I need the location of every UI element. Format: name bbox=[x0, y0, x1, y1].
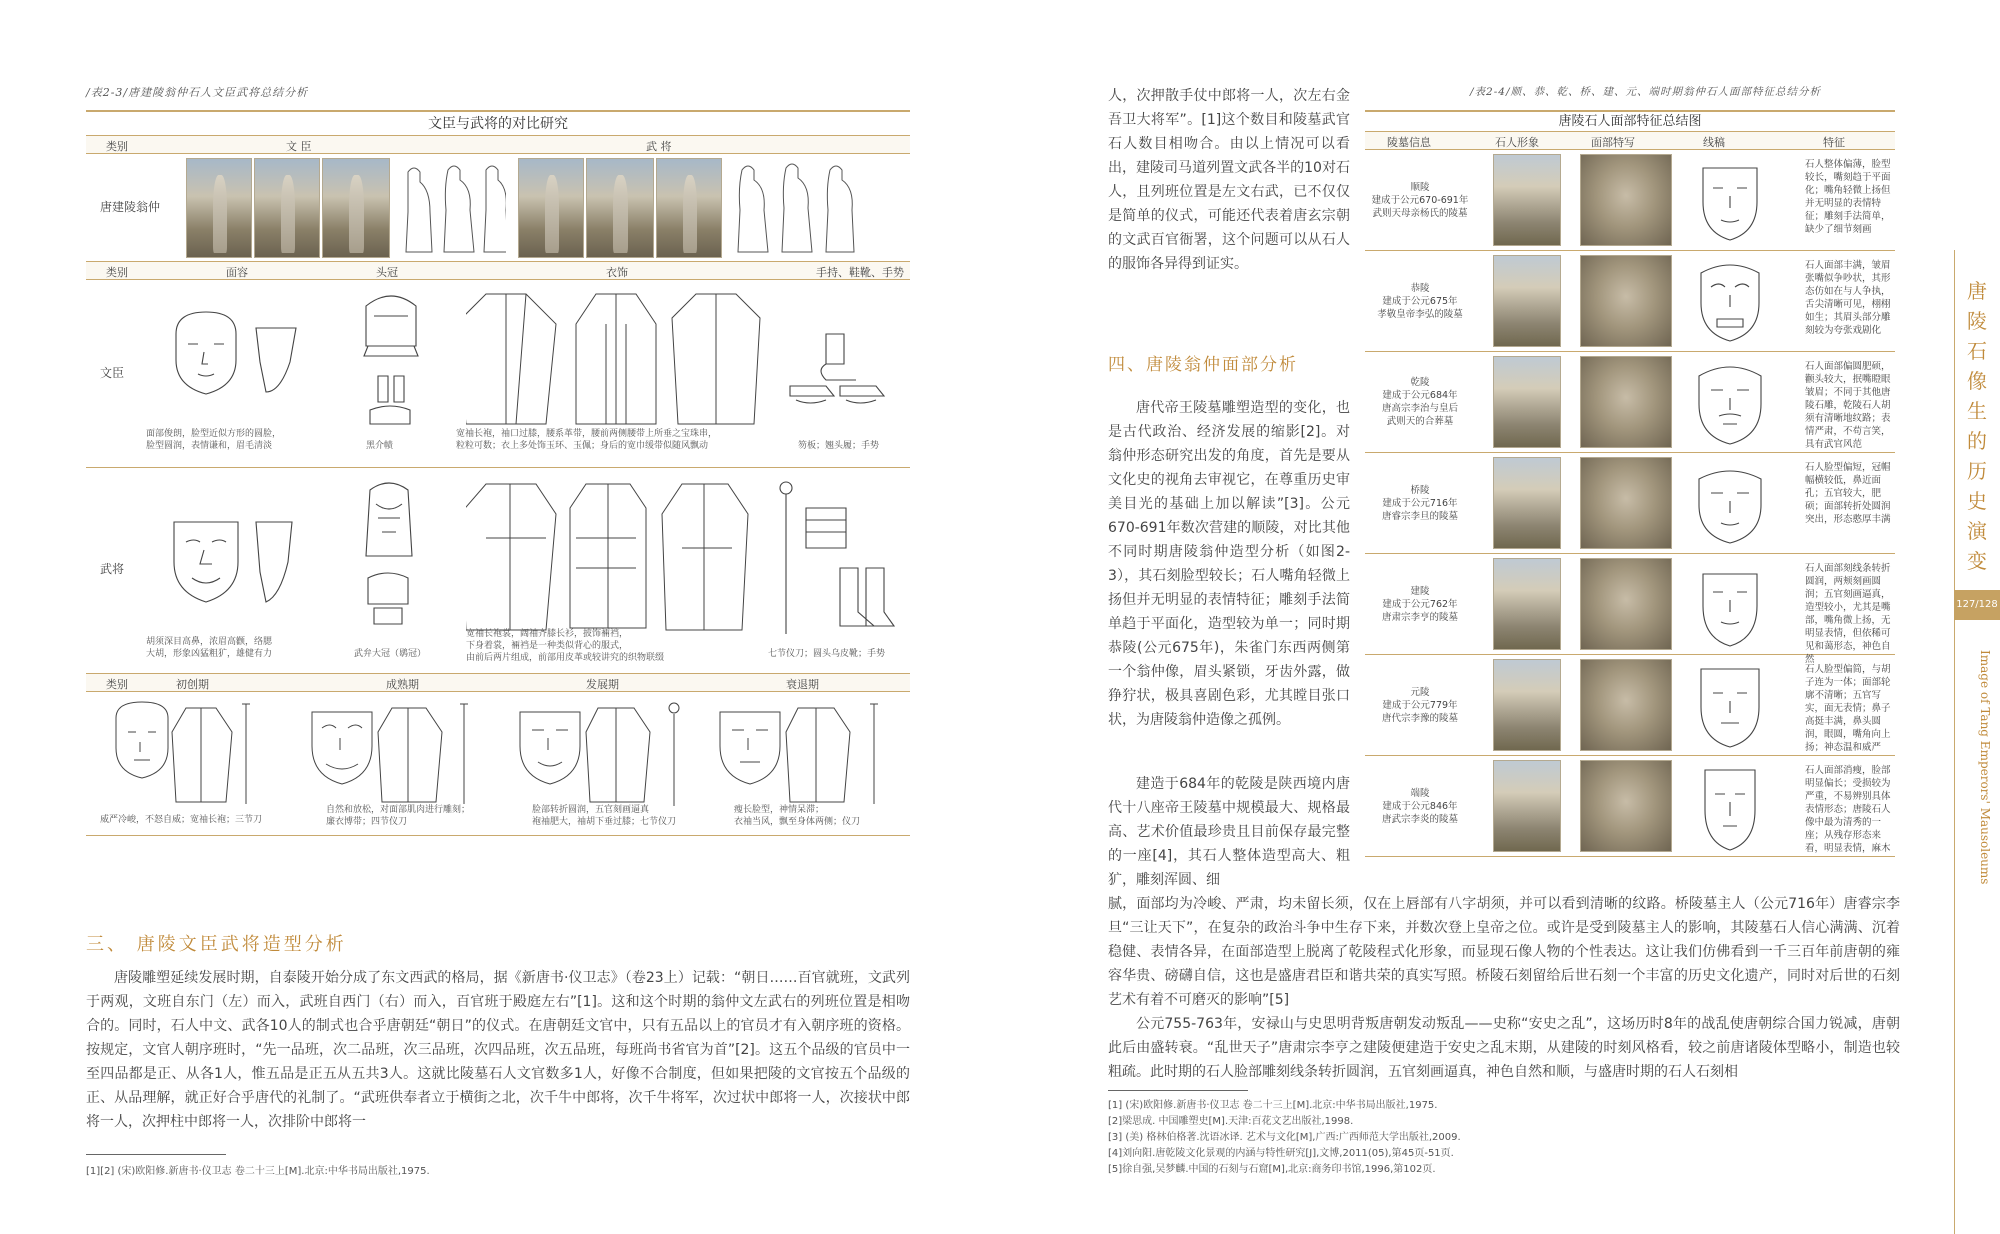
military-hold-sketch bbox=[776, 478, 896, 638]
feature-description: 石人面部丰满，皱眉张嘴似争吵状，其形态仿如在与人争执，舌尖清晰可见，栩栩如生；其眉头部分雕刻较为夸张戏剧化 bbox=[1805, 260, 1891, 336]
face-line-drawing bbox=[1685, 154, 1775, 246]
period-2-sketch bbox=[296, 698, 496, 808]
header-features: 特征 bbox=[1823, 136, 1845, 149]
row-label-jianling: 唐建陵翁仲 bbox=[100, 200, 161, 214]
table-row bbox=[1365, 352, 1895, 453]
civil-hold-sketch bbox=[786, 330, 896, 420]
header-period-4: 衰退期 bbox=[786, 678, 819, 691]
military-clothing-caption: 宽袖长袍裳，阔袖齐膝长衫，披饰裲裆， 下身着裳，裲裆是一种类似背心的服式， 由前后两片组成，前部用皮革或较讲究的织物联缀 bbox=[466, 629, 665, 663]
footnote-rule-right bbox=[1108, 1090, 1248, 1091]
table-header-row-1 bbox=[86, 136, 910, 154]
header-face-closeup: 面部特写 bbox=[1591, 136, 1635, 149]
face-line-drawing bbox=[1685, 659, 1775, 751]
table-header-row-3 bbox=[86, 674, 910, 692]
table-row bbox=[1365, 756, 1895, 857]
right-column-top-text: 人，次押散手仗中郎将一人，次左右金吾卫大将军”。[1]这个数目和陵墓武官石人数目相吻合。由以上情况可以看出，建陵司马道列置文武各半的10对石人，且列班位置是左文右武，已不仅仅是简单的仪式，可能还代表着唐玄宗朝的文武百官衙署，这个问题可以从石人的服饰各异得到证实。 bbox=[1108, 88, 1350, 272]
face-photo bbox=[1580, 558, 1672, 650]
table-row bbox=[1365, 655, 1895, 756]
period-3-caption: 脸部转折圆润，五官刻画逼真 袍袖肥大，袖胡下垂过膝；七节仪刀 bbox=[532, 805, 677, 827]
header-hold: 手持、鞋靴、手势 bbox=[816, 266, 904, 279]
table-header-right bbox=[1365, 132, 1895, 150]
face-line-drawing bbox=[1685, 760, 1775, 852]
header-face: 面容 bbox=[226, 266, 248, 279]
header-tomb-info: 陵墓信息 bbox=[1387, 136, 1431, 149]
tomb-info: 桥陵 建成于公元716年 唐睿宗李旦的陵墓 bbox=[1381, 484, 1458, 522]
period-3-sketch bbox=[504, 698, 704, 808]
civil-photo-3 bbox=[322, 158, 390, 258]
header-period-3: 发展期 bbox=[586, 678, 619, 691]
military-photo-3 bbox=[656, 158, 722, 258]
civil-hat-sketch bbox=[356, 286, 426, 436]
face-line-drawing bbox=[1685, 457, 1775, 549]
table-row bbox=[1365, 150, 1895, 251]
tomb-info: 建陵 建成于公元762年 唐肃宗李亨的陵墓 bbox=[1381, 585, 1458, 623]
tomb-info: 元陵 建成于公元779年 唐代宗李豫的陵墓 bbox=[1381, 686, 1458, 724]
civil-clothing-caption: 宽袖长袍，袖口过膝，腰系革带，腰前两侧腰带上所垂之宝珠串， 粒粒可数；衣上多处饰玉环、玉佩；身后的宽巾缓带似随风飘动 bbox=[456, 429, 718, 451]
comparison-table bbox=[86, 110, 910, 836]
feature-description: 石人整体偏薄，脸型较长，嘴刻趋于平面化；嘴角轻微上扬但并无明显的表情特征；雕刻手法简单，缺少了细节刻画 bbox=[1805, 159, 1891, 235]
military-label: 武将 bbox=[100, 562, 125, 576]
civil-clothing-sketch bbox=[466, 284, 776, 434]
table-row bbox=[1365, 453, 1895, 554]
civil-photo-1 bbox=[186, 158, 252, 258]
header-line-drawing: 线稿 bbox=[1703, 136, 1725, 149]
footnote-right-1: [1] (宋)欧阳修.新唐书·仪卫志 卷二十三上[M].北京:中华书局出版社,1975. bbox=[1108, 1100, 1438, 1111]
face-photo bbox=[1580, 760, 1672, 852]
side-divider bbox=[1954, 250, 1955, 1234]
face-photo bbox=[1580, 255, 1672, 347]
header-clothing: 衣饰 bbox=[606, 266, 628, 279]
table-row bbox=[1365, 554, 1895, 665]
military-face-caption: 胡须深目高鼻，浓眉高颧，络腮 大胡，形象凶猛粗犷，雄健有力 bbox=[146, 637, 273, 659]
period-4-sketch bbox=[704, 698, 904, 808]
tomb-info: 恭陵 建成于公元675年 孝敬皇帝李弘的陵墓 bbox=[1377, 282, 1463, 320]
footnote-rule-left bbox=[86, 1154, 226, 1155]
feature-description: 石人面部刻线条转折圆润，两颊刻画圆润；五官刻画逼真，造型较小，尤其是嘴部，嘴角微上扬，无明显表情，但依稀可见和蔼形态，神色自然 bbox=[1805, 563, 1891, 665]
tomb-info: 乾陵 建成于公元684年 唐高宗李治与皇后 武则天的合葬墓 bbox=[1381, 377, 1458, 427]
table-header-row-2 bbox=[86, 262, 910, 280]
photo-band bbox=[86, 154, 910, 262]
footnote-right-3: [3] (美) 格林伯格著.沈语冰译. 艺术与文化[M],广西:广西师范大学出版社,2009. bbox=[1108, 1132, 1461, 1143]
civil-hat-caption: 黑介帻 bbox=[366, 441, 394, 451]
military-hold-caption: 七节仪刀；圆头乌皮靴；手势 bbox=[768, 649, 886, 659]
feature-description: 石人面部偏圆肥硕，颧头较大，抿嘴瞪眼皱眉；不同于其他唐陵石雕，乾陵石人胡须有清晰地纹路；表情严肃，不苟言笑，具有武官风范 bbox=[1805, 361, 1891, 450]
military-hat-sketch bbox=[354, 478, 424, 638]
header-category-3: 类别 bbox=[106, 678, 128, 691]
tomb-info: 端陵 建成于公元846年 唐武宗李炎的陵墓 bbox=[1381, 787, 1458, 825]
side-title: 唐陵石像生的历史演变 bbox=[1967, 279, 1987, 573]
military-line-drawings bbox=[728, 160, 858, 258]
footnote-right-5: [5]徐自强,吴梦麟.中国的石刻与石窟[M],北京:商务印书馆,1996,第102页. bbox=[1108, 1164, 1436, 1175]
header-period-1: 初创期 bbox=[176, 678, 209, 691]
period-1-sketch bbox=[96, 698, 296, 808]
facial-features-table bbox=[1365, 110, 1895, 857]
face-photo bbox=[1580, 356, 1672, 448]
face-line-drawing bbox=[1685, 356, 1775, 448]
face-photo bbox=[1580, 659, 1672, 751]
header-period-2: 成熟期 bbox=[386, 678, 419, 691]
feature-description: 石人面部消瘦，脸部明显偏长；受损较为严重，不易辨别具体表情形态；唐陵石人像中最为清秀的一座；从残存形态来看，明显表情，麻木 bbox=[1805, 765, 1891, 854]
section-heading-3: 三、 唐陵文臣武将造型分析 bbox=[86, 934, 347, 955]
military-clothing-sketch bbox=[466, 478, 766, 638]
table-caption: 文臣与武将的对比研究 bbox=[86, 110, 910, 136]
running-head-right: /表2-4/顺、恭、乾、桥、建、元、端时期翁仲石人面部特征总结分析 bbox=[1470, 86, 1821, 98]
side-strip bbox=[1954, 250, 2000, 1234]
section-3-paragraph: 唐陵雕塑延续发展时期，自泰陵开始分成了东文西武的格局，据《新唐书·仪卫志》（卷23上）记载：“朝日……百官就班，文武列于两观，文班自东门（左）而入，武班自西门（右）而入，百官班于殿庭左右”[1]。这和这个时期的翁仲文左武右的列班位置是相吻合的。同时，石人中文、武各10人的制式也合乎唐朝廷“朝日”的仪式。在唐朝廷文官中，只有五品以上的官员才有入朝序班的资格。按规定，文官人朝序班时，“先一品班，次二品班，次三品班，次四品班，次五品班，每班尚书省官为首”[2]。这五个品级的官员中一至四品都是正、从各1人，惟五品是正五从五共3人。这就比陵墓石人文官数多1人，好像不合制度，但如果把陵的文官按五个品级的正、从品理解，就正好合乎唐代的礼制了。“武班供奉者立于横街之北，次千牛中郎将，次千牛将军，次过状中郎将一人，次接状中郎将一人，次押柱中郎将一人，次排阶中郎将一 bbox=[86, 970, 910, 1130]
civil-band bbox=[86, 280, 910, 468]
table-row bbox=[1365, 251, 1895, 352]
face-photo bbox=[1580, 154, 1672, 246]
period-2-caption: 自然和放松，对面部肌肉进行雕刻； 廉衣博带；四节仪刀 bbox=[326, 805, 471, 827]
feature-description: 石人脸型偏短，冠帽幅横较低，鼻近面孔；五官较大，肥硕；面部转折处圆润突出，形态憨厚丰满 bbox=[1805, 462, 1891, 525]
civil-line-drawings bbox=[396, 160, 506, 258]
tomb-info: 顺陵 建成于公元670-691年 武则天母亲杨氏的陵墓 bbox=[1371, 181, 1469, 219]
feature-description: 石人脸型偏简，与胡子连为一体；面部轮廓不清晰；五官写实，面无表情；鼻子高挺丰满，鼻头圆润，眼圆，嘴角向上扬；神态温和威严 bbox=[1805, 664, 1891, 753]
header-military: 武 将 bbox=[646, 140, 672, 153]
statue-photo bbox=[1493, 255, 1561, 347]
civil-label: 文臣 bbox=[100, 366, 125, 380]
periods-band bbox=[86, 692, 910, 836]
footnote-left: [1][2] (宋)欧阳修.新唐书·仪卫志 卷二十三上[M].北京:中华书局出版社,1975. bbox=[86, 1166, 430, 1177]
statue-photo bbox=[1493, 457, 1561, 549]
military-photo-2 bbox=[586, 158, 654, 258]
military-band bbox=[86, 468, 910, 674]
face-photo bbox=[1580, 457, 1672, 549]
period-4-caption: 瘦长脸型，神情呆滞； 衣袖当风，飘至身体两侧；仪刀 bbox=[734, 805, 861, 827]
statue-photo bbox=[1493, 356, 1561, 448]
footnote-right-4: [4]刘向阳.唐乾陵文化景观的内涵与特性研究[J],文博,2011(05),第45页-51页. bbox=[1108, 1148, 1454, 1159]
right-column-paragraph-2: 建造于684年的乾陵是陕西境内唐代十八座帝王陵墓中规模最大、规格最高、艺术价值最珍贵且目前保存最完整的一座[4]，其石人整体造型高大、粗犷，雕刻浑圆、细 bbox=[1108, 776, 1350, 888]
section-heading-4: 四、唐陵翁仲面部分析 bbox=[1108, 355, 1298, 375]
header-hat: 头冠 bbox=[376, 266, 398, 279]
military-face-sketch bbox=[146, 508, 306, 618]
header-civil: 文 臣 bbox=[286, 140, 312, 153]
civil-hold-caption: 笏板；翘头履；手势 bbox=[798, 441, 880, 451]
period-1-caption: 威严冷峻，不怒自威；宽袖长袍；三节刀 bbox=[100, 815, 263, 825]
right-wide-paragraph-2: 公元755-763年，安禄山与史思明背叛唐朝发动叛乱——史称“安史之乱”，这场历时8年的战乱使唐朝综合国力锐减，唐朝此后由盛转衰。“乱世天子”唐肃宗李亨之建陵便建造于安史之乱末期，从建陵的时刻风格看，较之前唐诸陵体型略小，制造也较粗疏。此时期的石人脸部雕刻线条转折圆润，五官刻画逼真，神色自然和顺，与盛唐时期的石人石刻相 bbox=[1108, 1016, 1900, 1080]
table-caption-right: 唐陵石人面部特征总结图 bbox=[1365, 110, 1895, 132]
running-head-left: /表2-3/唐建陵翁仲石人文臣武将总结分析 bbox=[86, 86, 309, 99]
civil-face-sketch bbox=[146, 304, 306, 414]
side-english-title: Image of Tang Emperors' Mausoleums bbox=[1978, 650, 1992, 885]
civil-face-caption: 面部俊朗，脸型近似方形的圆脸， 脸型圆润，表情谦和，眉毛清淡 bbox=[146, 429, 282, 451]
right-column-paragraph-1: 唐代帝王陵墓雕塑造型的变化，也是古代政治、经济发展的缩影[2]。对翁仲形态研究出发的角度，首先是要从文化史的视角去审视它，在尊重历史审美目光的基础上加以解读”[3]。公元670-691年数次营建的顺陵，对比其他不同时期唐陵翁仲造型分析（如图2-3），其石刻脸型较长；石人嘴角轻微上扬但并无明显的表情特征；雕刻手法简单趋于平面化，造型较为单一；同时期恭陵(公元675年)，朱雀门东西两侧第一个翁仲像，眉头紧锁，牙齿外露，做狰狞状，极具喜剧色彩，尤其瞠目张口状，为唐陵翁仲造像之孤例。 bbox=[1108, 400, 1350, 728]
face-line-drawing bbox=[1685, 558, 1775, 650]
statue-photo bbox=[1493, 659, 1561, 751]
footnote-right-2: [2]梁思成. 中国雕塑史[M].天津:百花文艺出版社,1998. bbox=[1108, 1116, 1354, 1127]
civil-photo-2 bbox=[254, 158, 320, 258]
military-hat-caption: 武弁大冠（鹖冠） bbox=[354, 649, 427, 659]
header-category-2: 类别 bbox=[106, 266, 128, 279]
header-statue-image: 石人形象 bbox=[1495, 136, 1539, 149]
statue-photo bbox=[1493, 558, 1561, 650]
header-category: 类别 bbox=[106, 140, 128, 153]
military-photo-1 bbox=[518, 158, 584, 258]
right-wide-paragraph-1: 腻，面部均为冷峻、严肃，均未留长须，仅在上唇部有八字胡须，并可以看到清晰的纹路。桥陵墓主人（公元716年）唐睿宗李旦“三让天下”，在复杂的政治斗争中生存下来，并数次登上皇帝之位。或许是受到陵墓主人的影响，其陵墓石人信心满满、沉着稳健、表情各异，在面部造型上脱离了乾陵程式化形象，而显现石像人物的个性表达。这让我们仿佛看到一千三百年前唐朝的雍容华贵、磅礴自信，这也是盛唐君臣和谐共荣的真实写照。桥陵石刻留给后世石刻一个丰富的历史文化遗产，同时对后世的石刻艺术有着不可磨灭的影响”[5] bbox=[1108, 896, 1900, 1008]
page-number: 127/128 bbox=[1954, 590, 2000, 620]
face-line-drawing bbox=[1685, 255, 1775, 347]
statue-photo bbox=[1493, 760, 1561, 852]
statue-photo bbox=[1493, 154, 1561, 246]
